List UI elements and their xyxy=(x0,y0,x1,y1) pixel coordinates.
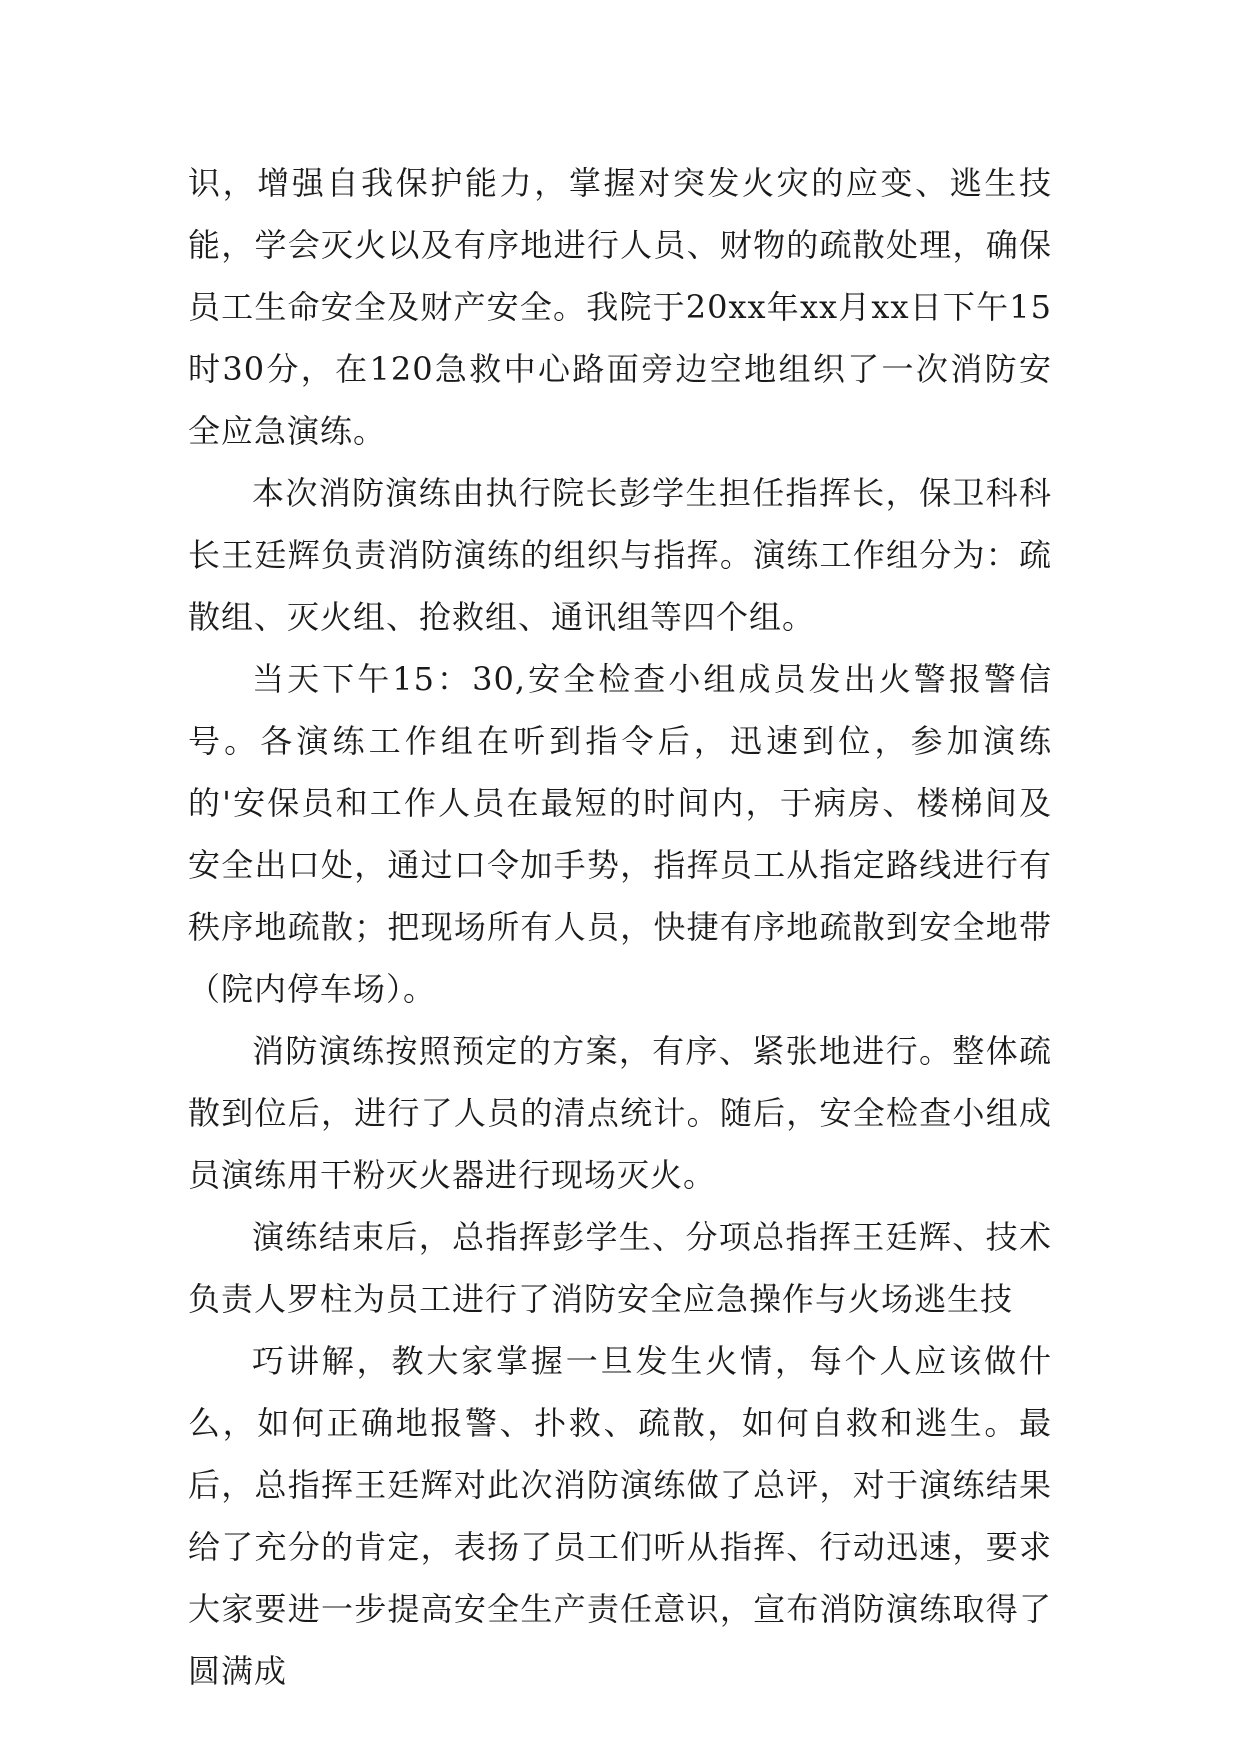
paragraph-5: 演练结束后，总指挥彭学生、分项总指挥王廷辉、技术负责人罗柱为员工进行了消防安全应急操作与火场逃生技 xyxy=(188,1218,1052,1318)
paragraph-6: 巧讲解，教大家掌握一旦发生火情，每个人应该做什么，如何正确地报警、扑救、疏散，如何自救和逃生。最后，总指挥王廷辉对此次消防演练做了总评，对于演练结果给了充分的肯定，表扬了员工们听从指挥、行动迅速，要求大家要进一步提高安全生产责任意识，宣布消防演练取得了圆满成 xyxy=(188,1342,1052,1690)
paragraph-3: 当天下午15：30,安全检查小组成员发出火警报警信号。各演练工作组在听到指令后，迅速到位，参加演练的'安保员和工作人员在最短的时间内，于病房、楼梯间及安全出口处，通过口令加手势，指挥员工从指定路线进行有秩序地疏散；把现场所有人员，快捷有序地疏散到安全地带（院内停车场）。 xyxy=(188,660,1052,1008)
paragraph-4: 消防演练按照预定的方案，有序、紧张地进行。整体疏散到位后，进行了人员的清点统计。随后，安全检查小组成员演练用干粉灭火器进行现场灭火。 xyxy=(188,1032,1052,1194)
document-body xyxy=(188,152,1052,1702)
paragraph-1: 识，增强自我保护能力，掌握对突发火灾的应变、逃生技能，学会灭火以及有序地进行人员、财物的疏散处理，确保员工生命安全及财产安全。我院于20xx年xx月xx日下午15时30分，在120急救中心路面旁边空地组织了一次消防安全应急演练。 xyxy=(188,164,1052,450)
paragraph-2: 本次消防演练由执行院长彭学生担任指挥长，保卫科科长王廷辉负责消防演练的组织与指挥。演练工作组分为：疏散组、灭火组、抢救组、通讯组等四个组。 xyxy=(188,474,1052,636)
